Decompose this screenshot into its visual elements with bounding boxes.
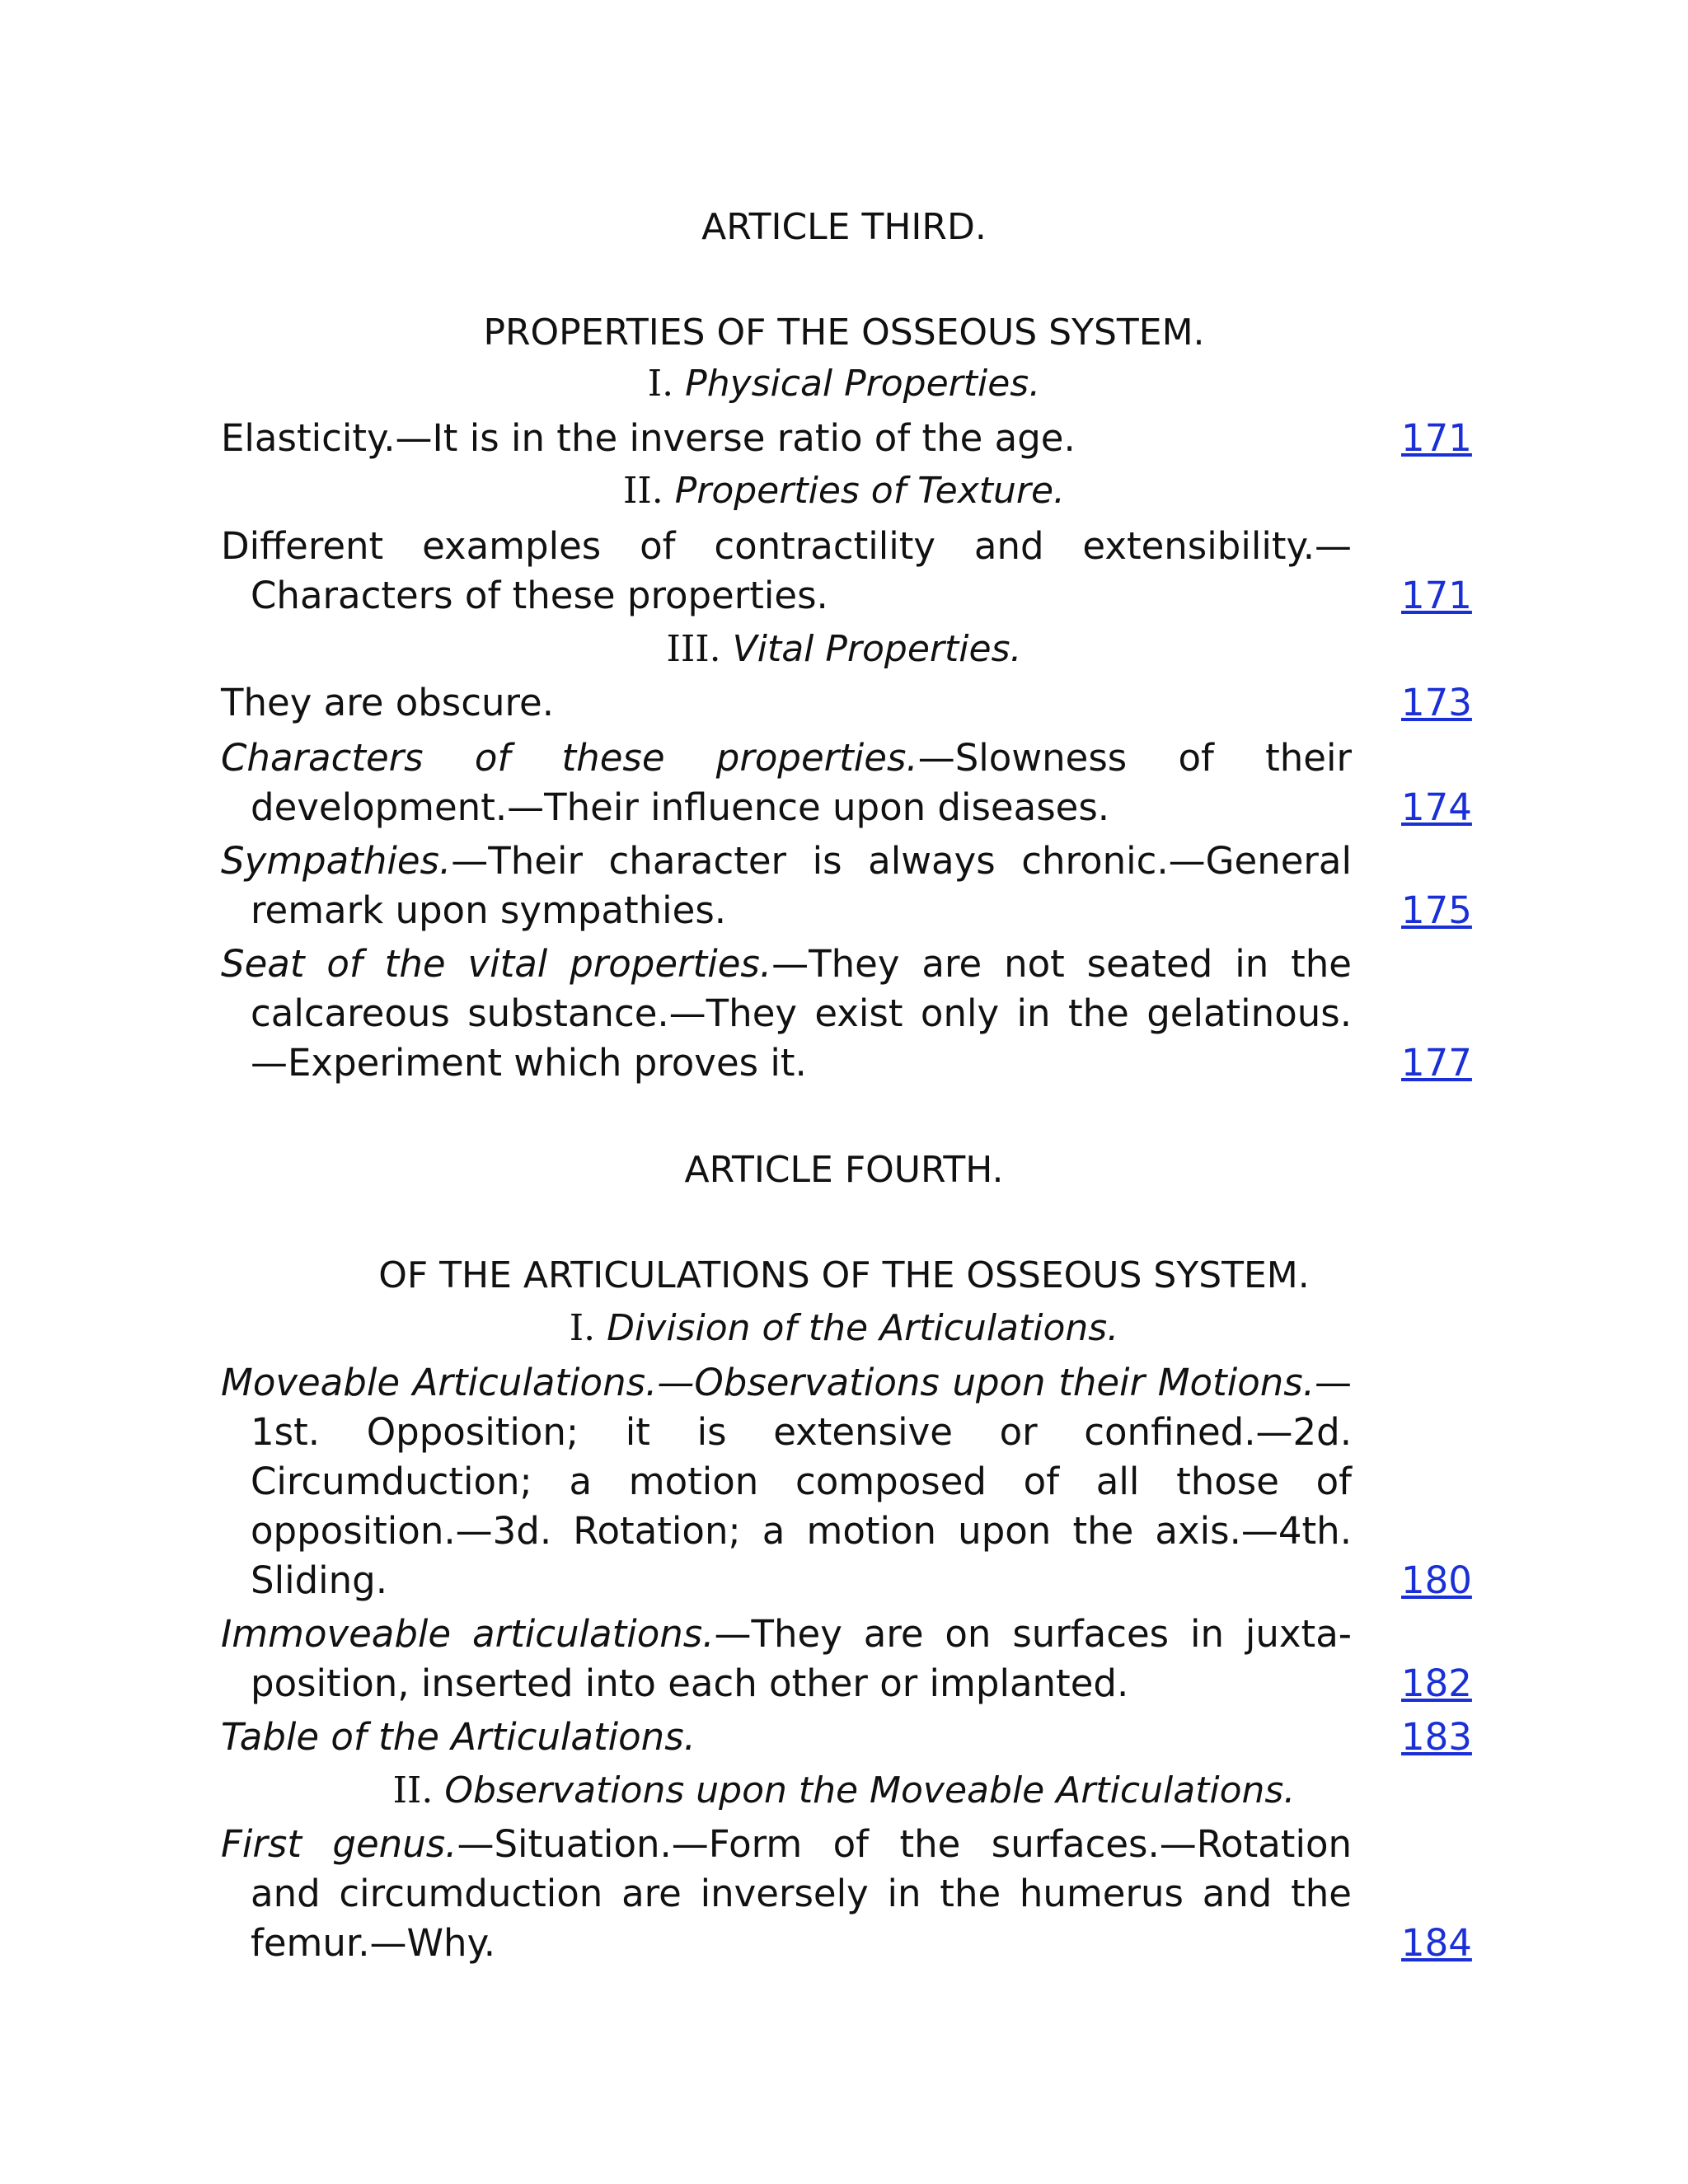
- entry-lead: Seat of the vital properties.: [221, 942, 772, 986]
- page-link-180[interactable]: 180: [1401, 1558, 1472, 1602]
- section-number: II.: [392, 1769, 434, 1811]
- toc-entry-sympathies: [221, 837, 1352, 935]
- entry-lead: Moveable Articulations.—Observations upon their Motions.: [221, 1361, 1315, 1404]
- entry-text: —They are on surfaces in juxta-position, inserted into each other or implanted.: [251, 1612, 1353, 1705]
- entry-lead: Immoveable articulations.: [221, 1612, 715, 1656]
- entry-text: —Slowness of their development.—Their influence upon diseases.: [251, 736, 1352, 829]
- page-link-174[interactable]: 174: [1401, 785, 1472, 829]
- entry-lead: Table of the Articulations.: [221, 1715, 696, 1759]
- toc-entry-immoveable: [221, 1610, 1352, 1708]
- toc-entry-table: [221, 1713, 1352, 1762]
- entry-text: —Situation.—Form of the surfaces.—Rotation and circumduction are inversely in the humerus and the femur.—Why.: [251, 1822, 1353, 1965]
- toc-entry-first-genus: [221, 1820, 1352, 1968]
- article-third-heading: ARTICLE THIRD.: [701, 206, 987, 248]
- entry-text: —1st. Opposition; it is extensive or confined.—2d. Circumduction; a motion composed of all those of opposition.—3d. Rotation; a motion upon the axis.—4th. Sliding.: [251, 1361, 1352, 1602]
- entry-text: —They are not seated in the calcareous substance.—They exist only in the gelatinous.—Experiment which proves it.: [251, 942, 1352, 1085]
- entry-text: Different examples of contractility and extensibility.—Characters of these properties.: [221, 524, 1352, 617]
- section-number: II.: [622, 470, 663, 512]
- section-number: I.: [569, 1307, 596, 1349]
- section-title: Physical Properties.: [685, 363, 1041, 405]
- section-title: Observations upon the Moveable Articulations.: [444, 1769, 1296, 1811]
- section-heading-observations: [0, 1766, 1688, 1816]
- section-title: Division of the Articulations.: [607, 1307, 1119, 1349]
- entry-lead: Characters of these properties.: [221, 736, 918, 780]
- article-fourth-heading: ARTICLE FOURTH.: [684, 1149, 1004, 1191]
- section-heading-physical: [0, 359, 1688, 409]
- page-link-171[interactable]: 171: [1401, 416, 1472, 460]
- article-third-subheading: PROPERTIES OF THE OSSEOUS SYSTEM.: [483, 312, 1205, 354]
- entry-text: They are obscure.: [221, 681, 555, 724]
- page-link-175[interactable]: 175: [1401, 888, 1472, 932]
- page-link-177[interactable]: 177: [1401, 1041, 1472, 1085]
- section-heading-texture: [0, 466, 1688, 516]
- page-link-184[interactable]: 184: [1401, 1921, 1472, 1965]
- toc-entry-obscure: [221, 678, 1352, 728]
- article-fourth-subheading: OF THE ARTICULATIONS OF THE OSSEOUS SYSTEM.: [378, 1254, 1310, 1296]
- section-title: Properties of Texture.: [674, 470, 1066, 512]
- toc-entry-moveable: [221, 1358, 1352, 1605]
- page-link-182[interactable]: 182: [1401, 1661, 1472, 1705]
- toc-entry-contractility: [221, 522, 1352, 621]
- toc-entry-seat: [221, 940, 1352, 1088]
- section-title: Vital Properties.: [732, 628, 1022, 670]
- toc-entry-elasticity: [221, 414, 1352, 463]
- page-link-173[interactable]: 173: [1401, 681, 1472, 724]
- page-link-183[interactable]: 183: [1401, 1715, 1472, 1759]
- page-link-171b[interactable]: 171: [1401, 574, 1472, 617]
- section-heading-vital: [0, 625, 1688, 674]
- section-number: I.: [647, 363, 674, 405]
- toc-entry-characters: [221, 733, 1352, 832]
- entry-lead: Sympathies.: [221, 839, 452, 883]
- entry-lead: First genus.: [221, 1822, 457, 1866]
- entry-text: Elasticity.—It is in the inverse ratio of the age.: [221, 416, 1076, 460]
- section-number: III.: [666, 628, 721, 670]
- entry-text: —Their character is always chronic.—General remark upon sympathies.: [251, 839, 1352, 932]
- section-heading-division: [0, 1304, 1688, 1353]
